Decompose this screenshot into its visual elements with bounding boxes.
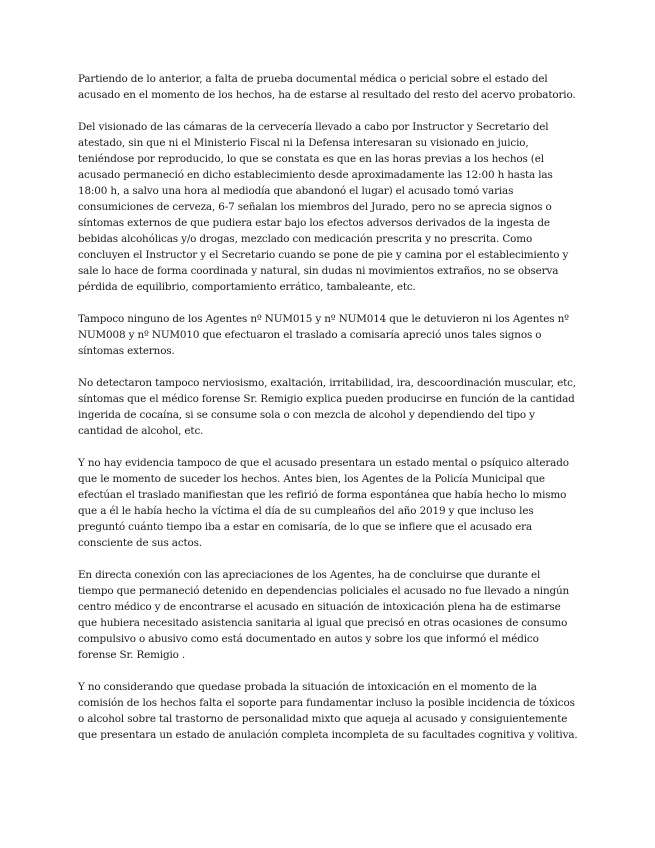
paragraph-5: Y no hay evidencia tampoco de que el acusado presentara un estado mental o psíquico alterado que le momento de suceder los hechos. Antes bien, los Agentes de la Policía Municipal que efectúan el traslado manifiestan que les refirió de forma espontánea que había hecho lo mismo que a él le había hecho la víctima el día de su cumpleaños del año 2019 y que incluso les preguntó cuánto tiempo iba a estar en comisaría, de lo que se infiere que el acusado era consciente de sus actos.: [78, 457, 569, 549]
paragraph-4: No detectaron tampoco nerviosismo, exaltación, irritabilidad, ira, descoordinación muscular, etc, síntomas que el médico forense Sr. Remigio explica pueden producirse en función de la cantidad ingerida de cocaína, si se consume sola o con mezcla de alcohol y dependiendo del tipo y cantidad de alcohol, etc.: [78, 377, 576, 437]
paragraph-6: En directa conexión con las apreciaciones de los Agentes, ha de concluirse que durante el tiempo que permaneció detenido en dependencias policiales el acusado no fue llevado a ningún centro médico y de encontrarse el acusado en situación de intoxicación plena ha de estimarse que hubiera necesitado asistencia sanitaria al igual que precisó en otras ocasiones de consumo compulsivo o abusivo como está documentado en autos y sobre los que informó el médico forense Sr. Remigio .: [78, 569, 570, 661]
paragraph-1: Partiendo de lo anterior, a falta de prueba documental médica o pericial sobre el estado del acusado en el momento de los hechos, ha de estarse al resultado del resto del acervo probatorio.: [78, 73, 576, 101]
paragraph-3: Tampoco ninguno de los Agentes nº NUM015 y nº NUM014 que le detuvieron ni los Agentes nº NUM008 y nº NUM010 que efectuaron el traslado a comisaría apreció unos tales signos o síntomas externos.: [78, 313, 569, 357]
document-body: [78, 71, 578, 759]
paragraph-2: Del visionado de las cámaras de la cervecería llevado a cabo por Instructor y Secretario del atestado, sin que ni el Ministerio Fiscal ni la Defensa interesaran su visionado en juicio, teniéndose por reproducido, lo que se constata es que en las horas previas a los hechos (el acusado permaneció en dicho establecimiento desde aproximadamente las 12:00 h hasta las 18:00 h, a salvo una hora al mediodía que abandonó el lugar) el acusado tomó varias consumiciones de cerveza, 6-7 señalan los miembros del Jurado, pero no se aprecia signos o síntomas externos de que pudiera estar bajo los efectos adversos derivados de la ingesta de bebidas alcohólicas y/o drogas, mezclado con medicación prescrita y no prescrita. Como concluyen el Instructor y el Secretario cuando se pone de pie y camina por el establecimiento y sale lo hace de forma coordinada y natural, sin dudas ni movimientos extraños, no se observa pérdida de equilibrio, comportamiento errático, tambaleante, etc.: [78, 121, 569, 293]
paragraph-7: Y no considerando que quedase probada la situación de intoxicación en el momento de la comisión de los hechos falta el soporte para fundamentar incluso la posible incidencia de tóxicos o alcohol sobre tal trastorno de personalidad mixto que aqueja al acusado y consiguientemente que presentara un estado de anulación completa incompleta de su facultades cognitiva y volitiva.: [78, 681, 578, 741]
